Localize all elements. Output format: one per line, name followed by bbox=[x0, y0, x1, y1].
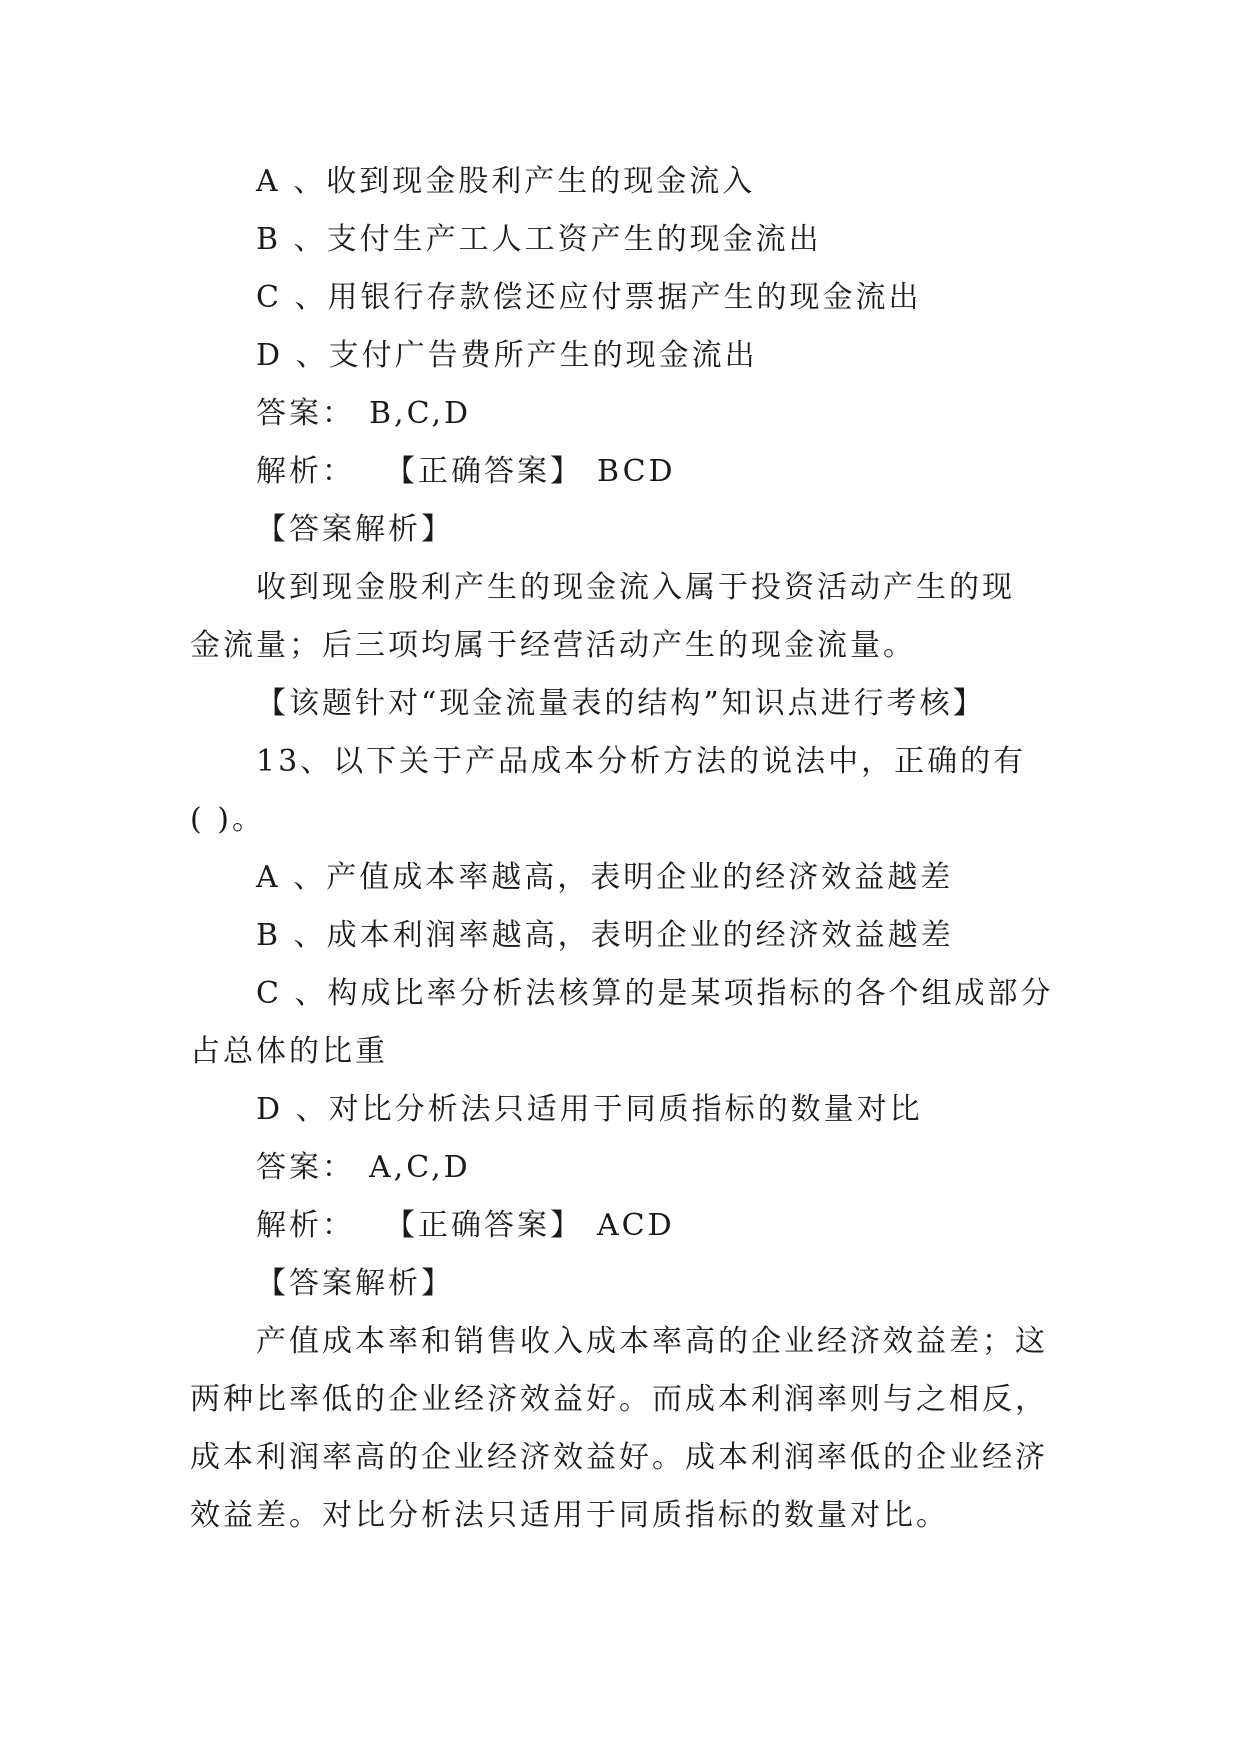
q12-option-a: A 、收到现金股利产生的现金流入 bbox=[256, 164, 756, 199]
q13-option-c-line-2: 占总体的比重 bbox=[190, 1034, 388, 1069]
q12-option-d: D 、支付广告费所产生的现金流出 bbox=[256, 338, 758, 373]
q12-answer-row bbox=[190, 385, 1060, 443]
q13-explain-line-1: 产值成本率和销售收入成本率高的企业经济效益差；这 bbox=[256, 1324, 1048, 1359]
q13-option-a: A 、产值成本率越高，表明企业的经济效益越差 bbox=[256, 860, 954, 895]
q13-option-c-line-1: C 、构成比率分析法核算的是某项指标的各个组成部分 bbox=[256, 976, 1054, 1011]
q13-stem-line-2: ( )。 bbox=[190, 802, 265, 837]
q13-analysis-label: 解析： bbox=[256, 1208, 355, 1243]
q13-answer-label: 答案： bbox=[256, 1150, 355, 1185]
q12-topic: 【该题针对“现金流量表的结构”知识点进行考核】 bbox=[256, 686, 986, 721]
q13-analysis-row bbox=[190, 1197, 1060, 1255]
q13-option-b: B 、成本利润率越高，表明企业的经济效益越差 bbox=[256, 918, 954, 953]
q12-answer-value: B,C,D bbox=[369, 396, 472, 431]
q12-option-c: C 、用银行存款偿还应付票据产生的现金流出 bbox=[256, 280, 922, 315]
q13-correct-tag: 【正确答案】 bbox=[385, 1208, 583, 1243]
q12-analysis-label: 解析： bbox=[256, 454, 355, 489]
q12-answer-label: 答案： bbox=[256, 396, 355, 431]
q13-explain-line-3: 成本利润率高的企业经济效益好。成本利润率低的企业经济 bbox=[190, 1440, 1048, 1475]
q12-analysis-row bbox=[190, 443, 1060, 501]
q12-explain-line-2: 金流量；后三项均属于经营活动产生的现金流量。 bbox=[190, 628, 916, 663]
q13-answer-value: A,C,D bbox=[369, 1150, 471, 1185]
q13-stem-line-1: 13、以下关于产品成本分析方法的说法中，正确的有 bbox=[256, 744, 1027, 779]
q12-correct-tag: 【正确答案】 bbox=[385, 454, 583, 489]
q12-correct-value: BCD bbox=[597, 454, 676, 489]
q13-answer-row bbox=[190, 1139, 1060, 1197]
q13-explain-heading: 【答案解析】 bbox=[256, 1266, 454, 1301]
q12-option-b: B 、支付生产工人工资产生的现金流出 bbox=[256, 222, 822, 257]
q13-correct-value: ACD bbox=[597, 1208, 675, 1243]
q13-explain-line-4: 效益差。对比分析法只适用于同质指标的数量对比。 bbox=[190, 1498, 949, 1533]
document-page bbox=[190, 153, 1060, 1545]
q12-explain-heading: 【答案解析】 bbox=[256, 512, 454, 547]
q13-explain-line-2: 两种比率低的企业经济效益好。而成本利润率则与之相反， bbox=[190, 1382, 1048, 1417]
q13-option-d: D 、对比分析法只适用于同质指标的数量对比 bbox=[256, 1092, 923, 1127]
q12-explain-line-1: 收到现金股利产生的现金流入属于投资活动产生的现 bbox=[256, 570, 1015, 605]
